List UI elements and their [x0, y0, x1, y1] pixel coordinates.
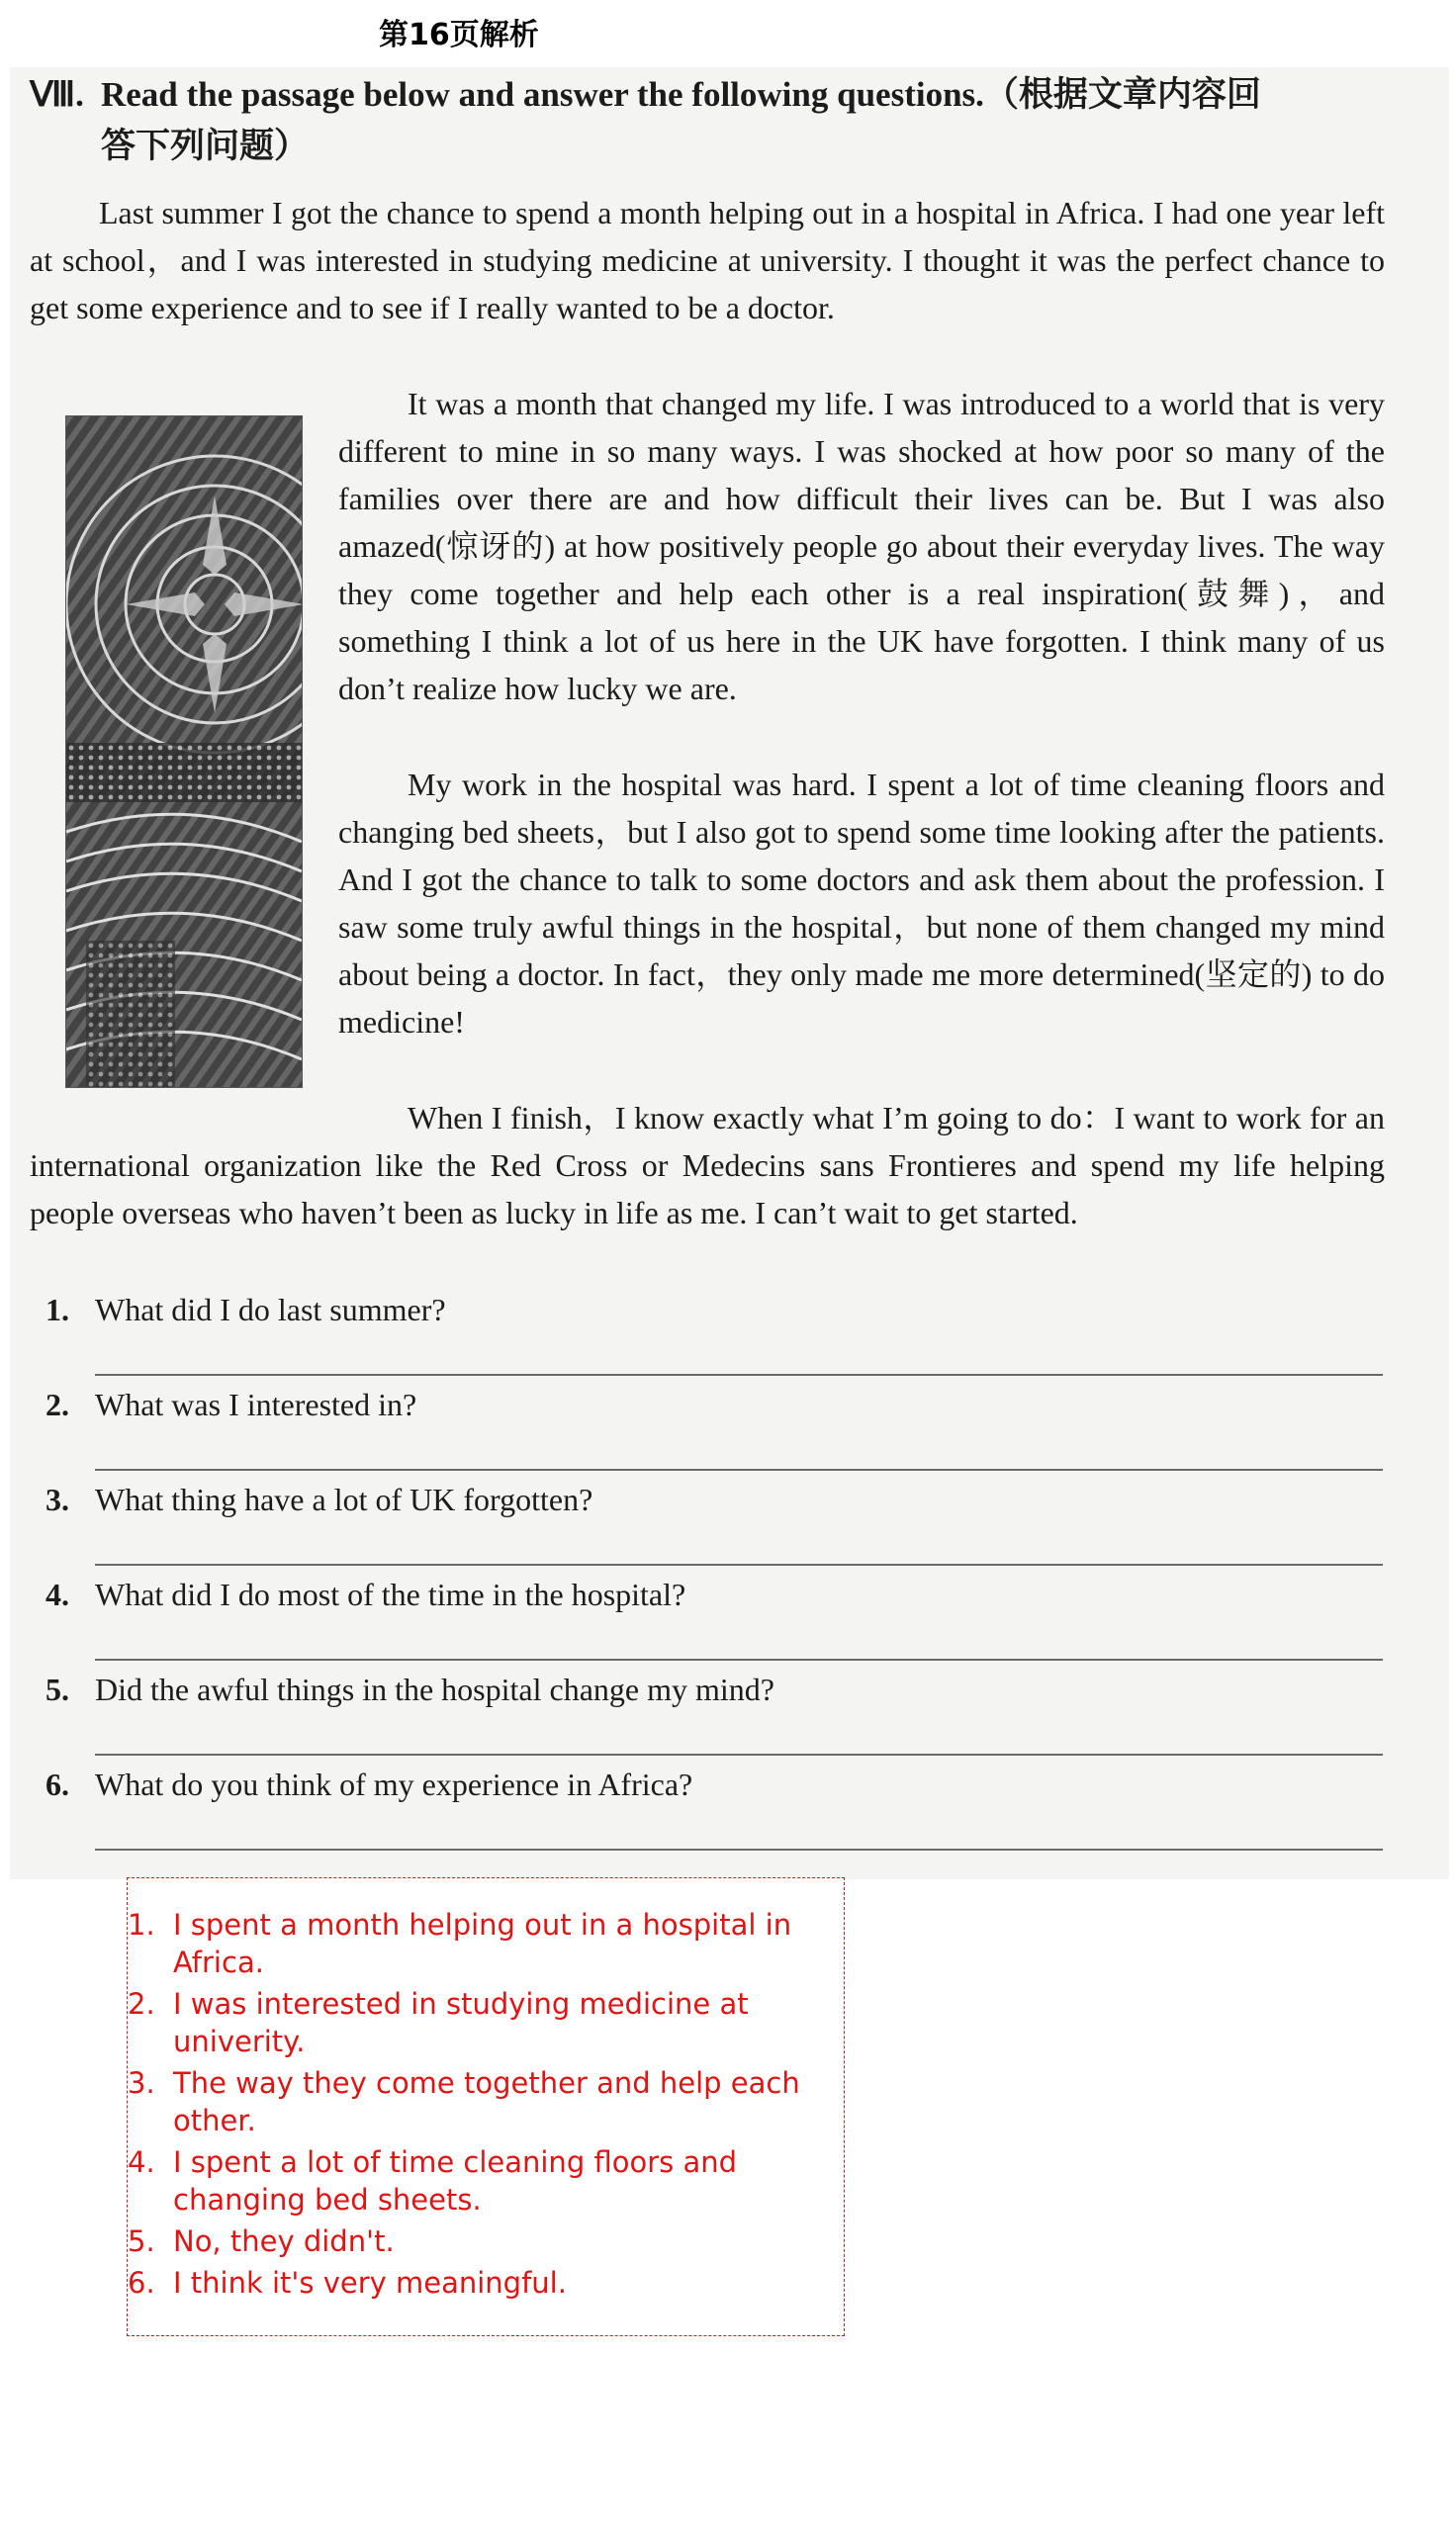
- page-title: 第16页解析: [379, 18, 539, 52]
- passage-paragraph-2: It was a month that changed my life. I was introduced to a world that is very different to mine in so many ways. I was shocked at how poor so many of the families over there are and how difficult their lives can be. But I was also amazed(惊讶的) at how positively people go about their everyday lives. The way they come together and help each other is a real inspiration(鼓舞)，and something I think a lot of us here in the UK have forgotten. I think many of us don’t realize how lucky we are.: [338, 386, 1385, 706]
- question-2: [46, 1381, 1391, 1428]
- decorative-pattern-image: [65, 415, 303, 1088]
- answer-item: 5. No, they didn't.: [128, 2224, 395, 2258]
- question-text: What did I do most of the time in the hospital?: [95, 1577, 686, 1612]
- answer-line-5[interactable]: [95, 1754, 1383, 1756]
- question-6: [46, 1761, 1391, 1808]
- answer-item: 2. I was interested in studying medicine at univerity.: [128, 1987, 749, 2058]
- question-text: What was I interested in?: [95, 1387, 417, 1422]
- section-heading-line1: Read the passage below and answer the following questions.（根据文章内容回: [101, 75, 1261, 114]
- section-number: Ⅷ.: [30, 75, 84, 114]
- question-number: 4.: [46, 1577, 69, 1612]
- answer-line-1[interactable]: [95, 1374, 1383, 1376]
- answer-line-4[interactable]: [95, 1659, 1383, 1661]
- question-text: Did the awful things in the hospital change my mind?: [95, 1672, 774, 1707]
- question-1: [46, 1286, 1391, 1333]
- question-text: What did I do last summer?: [95, 1292, 446, 1327]
- question-text: What do you think of my experience in Africa?: [95, 1767, 693, 1802]
- passage-paragraph-4: When I finish，I know exactly what I’m going to do：I want to work for an international organization like the Red Cross or Medecins sans Frontieres and spend my life helping people overseas who haven’t been as lucky in life as me. I can’t wait to get started.: [30, 1100, 1385, 1230]
- question-number: 6.: [46, 1767, 69, 1802]
- answer-item: 1. I spent a month helping out in a hospital in Africa.: [128, 1908, 792, 1979]
- answer-key-box: [127, 1877, 845, 2336]
- passage-paragraph-3: My work in the hospital was hard. I spent a lot of time cleaning floors and changing bed sheets，but I also got to spend some time looking after the patients. And I got the chance to talk to some doctors and ask them about the profession. I saw some truly awful things in the hospital，but none of them changed my mind about being a doctor. In fact，they only made me more determined(坚定的) to do medicine!: [338, 767, 1385, 1040]
- question-5: [46, 1666, 1391, 1713]
- answer-line-2[interactable]: [95, 1469, 1383, 1471]
- passage-paragraph-1: Last summer I got the chance to spend a month helping out in a hospital in Africa. I had one year left at school，and I was interested in studying medicine at university. I thought it was the perfect chance to get some experience and to see if I really wanted to be a doctor.: [30, 195, 1385, 325]
- answer-item: 3. The way they come together and help each other.: [128, 2066, 800, 2137]
- question-3: [46, 1476, 1391, 1523]
- question-number: 3.: [46, 1482, 69, 1517]
- answer-list: [128, 1906, 830, 2306]
- answer-line-3[interactable]: [95, 1564, 1383, 1566]
- answer-item: 6. I think it's very meaningful.: [128, 2266, 567, 2300]
- section-heading-line2: 答下列问题）: [101, 127, 310, 165]
- question-number: 5.: [46, 1672, 69, 1707]
- question-number: 2.: [46, 1387, 69, 1422]
- question-text: What thing have a lot of UK forgotten?: [95, 1482, 593, 1517]
- answer-line-6[interactable]: [95, 1849, 1383, 1851]
- answer-item: 4. I spent a lot of time cleaning floors and changing bed sheets.: [128, 2145, 738, 2217]
- section-heading: [30, 69, 1414, 172]
- question-4: [46, 1571, 1391, 1618]
- question-number: 1.: [46, 1292, 69, 1327]
